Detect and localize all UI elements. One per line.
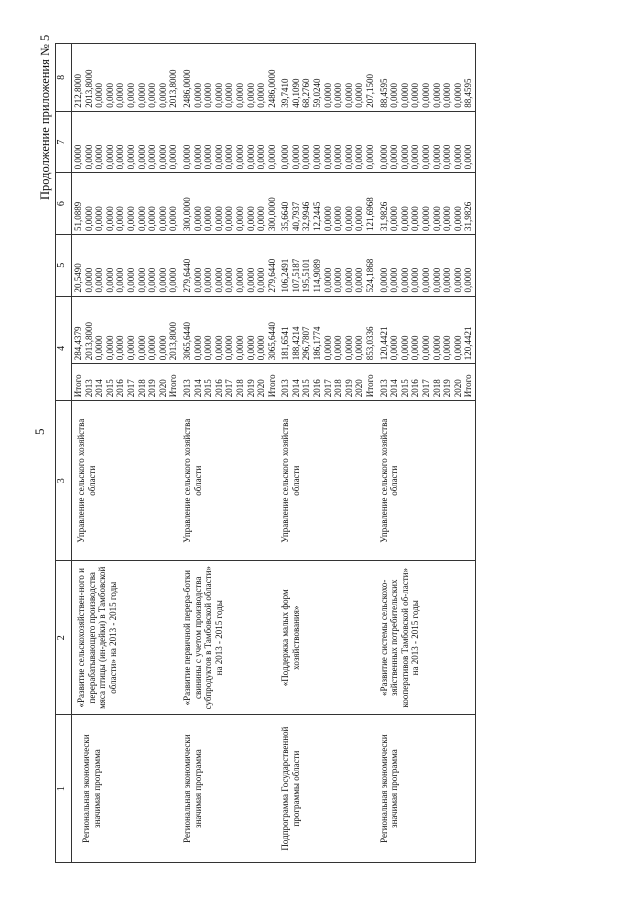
col-header-8: 8 [56,44,72,112]
program-type: Региональная экономически значимая программа [72,715,180,863]
program-name: «Развитие системы сельскохо-зяйственных потребительских кооперативов Тамбовской об-ласти» на 2013 - 2015 годы [377,561,476,715]
col8-values: 88,4595 0,0000 0,0000 0,0000 0,0000 0,0000 0,0000 0,0000 88,4595 [377,44,476,112]
col7-values: 0,0000 0,0000 0,0000 0,0000 0,0000 0,0000 0,0000 0,0000 0,0000 0,0000 [72,111,180,173]
col-header-1: 1 [56,715,72,863]
year-list: 2013 2014 2015 2016 2017 2018 2019 2020 Итого [278,364,376,401]
col6-values: 31,9826 0,0000 0,0000 0,0000 0,0000 0,0000 0,0000 0,0000 31,9826 [377,173,476,235]
col8-values: 212,8000 2013,8000 0,0000 0,0000 0,0000 0,0000 0,0000 0,0000 0,0000 2013,8000 [72,44,180,112]
funding-table [55,43,476,863]
col-header-6: 6 [56,173,72,235]
col5-values: 279,6440 0,0000 0,0000 0,0000 0,0000 0,0000 0,0000 0,0000 279,6440 [180,234,278,296]
col6-values: 51,0889 0,0000 0,0000 0,0000 0,0000 0,0000 0,0000 0,0000 0,0000 0,0000 [72,173,180,235]
year-list: 2013 2014 2015 2016 2017 2018 2019 2020 Итого [377,364,476,401]
table-row [72,44,180,863]
col4-values: 284,4379 2013,8000 0,0000 0,0000 0,0000 0,0000 0,0000 0,0000 0,0000 2013,8000 [72,296,180,364]
col5-values: 20,5490 0,0000 0,0000 0,0000 0,0000 0,0000 0,0000 0,0000 0,0000 0,0000 [72,234,180,296]
col-header-5: 5 [56,234,72,296]
col6-values: 300,0000 0,0000 0,0000 0,0000 0,0000 0,0000 0,0000 0,0000 300,0000 [180,173,278,235]
col-header-7: 7 [56,111,72,173]
col7-values: 0,0000 0,0000 0,0000 0,0000 0,0000 0,0000 0,0000 0,0000 0,0000 [377,111,476,173]
col8-values: 2486,0000 0,0000 0,0000 0,0000 0,0000 0,0000 0,0000 0,0000 2486,0000 [180,44,278,112]
program-name: «Развитие первичной перера-ботки свинины с учетом производства субпродуктов в Тамбовской области» на 2013 - 2015 годы [180,561,278,715]
table-row [377,44,476,863]
col4-values: 120,4421 0,0000 0,0000 0,0000 0,0000 0,0000 0,0000 0,0000 120,4421 [377,296,476,364]
program-name: «Развитие сельскохозяйствен-ного и перерабатывающего производства мяса птицы (ин-дейки) в Тамбовской области» на 2013 - 2015 годы [72,561,180,715]
col5-values: 0,0000 0,0000 0,0000 0,0000 0,0000 0,0000 0,0000 0,0000 0,0000 [377,234,476,296]
program-type: Региональная экономически значимая программа [377,715,476,863]
col-header-4: 4 [56,296,72,401]
header-row [56,44,72,863]
col-header-3: 3 [56,401,72,561]
program-executor: Управление сельского хозяйства области [180,401,278,561]
program-name: «Поддержка малых форм хозяйствования» [278,561,376,715]
appendix-title: Продолжение приложения № 5 [38,34,52,200]
col7-values: 0,0000 0,0000 0,0000 0,0000 0,0000 0,0000 0,0000 0,0000 0,0000 [278,111,376,173]
program-type: Подпрограмма Государственной программы области [278,715,376,863]
col4-values: 3065,6440 0,0000 0,0000 0,0000 0,0000 0,0000 0,0000 0,0000 3065,6440 [180,296,278,364]
col5-values: 106,2491 107,5187 195,5101 114,9089 0,0000 0,0000 0,0000 0,0000 524,1868 [278,234,376,296]
year-list: Итого 2013 2014 2015 2016 2017 2018 2019 2020 Итого [72,364,180,401]
table-row [278,44,376,863]
year-list: 2013 2014 2015 2016 2017 2018 2019 2020 Итого [180,364,278,401]
col-header-2: 2 [56,561,72,715]
table-row [180,44,278,863]
col8-values: 39,7410 40,1090 68,2760 59,0240 0,0000 0,0000 0,0000 0,0000 207,1500 [278,44,376,112]
col7-values: 0,0000 0,0000 0,0000 0,0000 0,0000 0,0000 0,0000 0,0000 0,0000 [180,111,278,173]
program-executor: Управление сельского хозяйства области [377,401,476,561]
program-executor: Управление сельского хозяйства области [278,401,376,561]
program-executor: Управление сельского хозяйства области [72,401,180,561]
col4-values: 181,6541 188,4214 296,7807 186,1774 0,0000 0,0000 0,0000 0,0000 853,0336 [278,296,376,364]
col6-values: 35,6640 40,7937 32,9946 12,2445 0,0000 0,0000 0,0000 0,0000 121,6968 [278,173,376,235]
page-number: 5 [32,428,47,435]
program-type: Региональная экономически значимая программа [180,715,278,863]
